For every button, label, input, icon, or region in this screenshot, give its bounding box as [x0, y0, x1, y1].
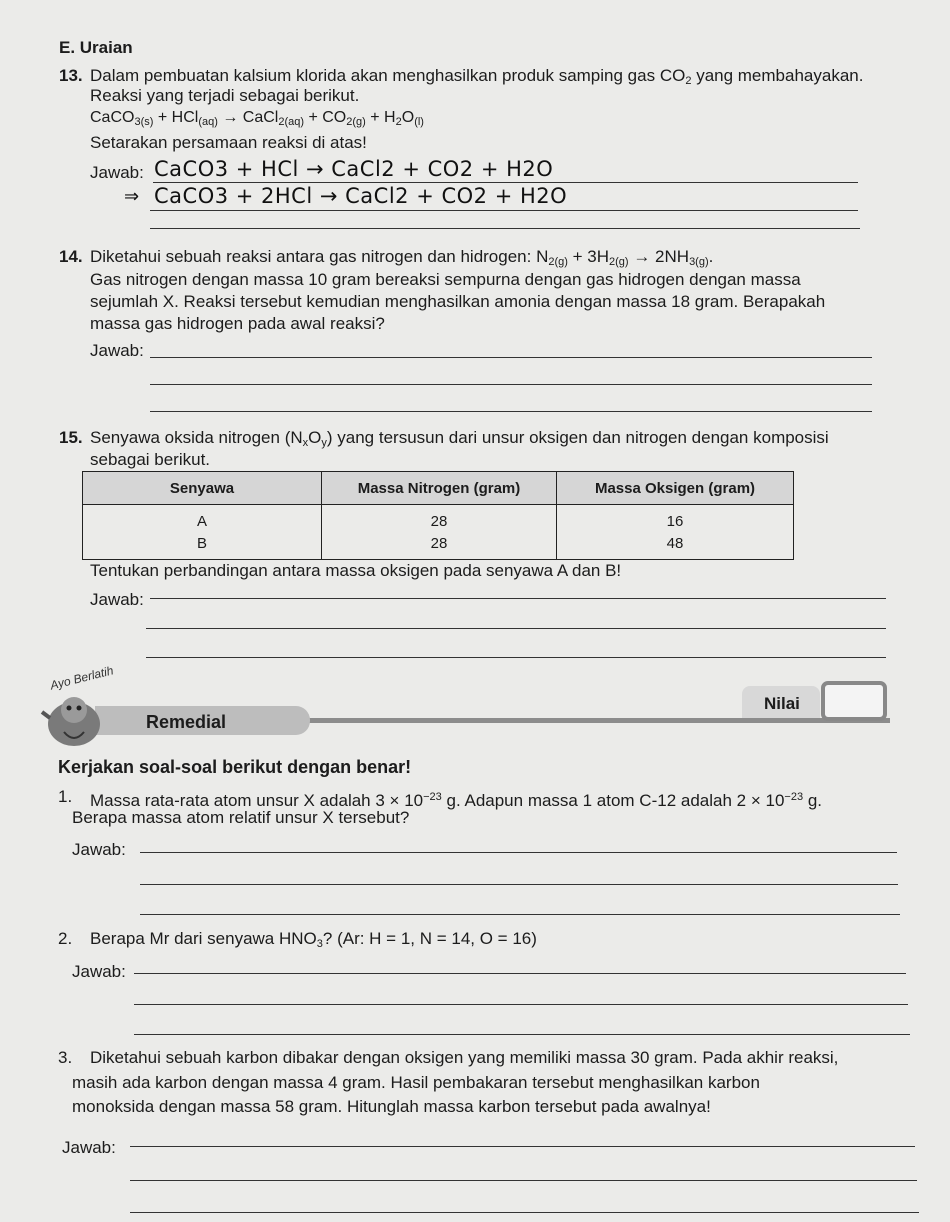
r2-text: Berapa Mr dari senyawa $HNO_3$? (Ar: H = 1, N = 14, O = 16)	[90, 929, 537, 950]
r2-number: 2.	[58, 929, 73, 948]
table-row	[83, 505, 794, 533]
table-header-row	[83, 472, 794, 505]
q13-instruction: Setarakan persamaan reaksi di atas!	[90, 133, 367, 152]
q13-jawab-label: Jawab:	[90, 163, 144, 182]
remedial-title: Remedial	[146, 712, 227, 732]
q13-equation: CaCO$_{3(s)}$ + HCl$_{(aq)}$ → CaCl$_{2(aq)}$ + $CO_{2(g)} + H_2O_{(l)}$	[90, 109, 424, 128]
r1-text-line2: Berapa massa atom relatif unsur X tersebut?	[72, 808, 410, 827]
r1-text-line1: Massa rata-rata atom unsur X adalah $3 \times 10^{-23}$ g. Adapun massa 1 atom C-12 adalah $2 \times 10^{-23}$ g.	[90, 791, 822, 810]
r3-text-line2: masih ada karbon dengan massa 4 gram. Hasil pembakaran tersebut menghasilkan karbon	[72, 1073, 760, 1092]
q14-text-line3: sejumlah X. Reaksi tersebut kemudian menghasilkan amonia dengan massa 18 gram. Berapakah	[90, 292, 826, 311]
table-header-cell: Senyawa	[83, 472, 322, 505]
q15-answer-line-3[interactable]	[146, 657, 886, 658]
q14-text-line2: Gas nitrogen dengan massa 10 gram bereaksi sempurna dengan gas hidrogen dengan massa	[90, 270, 801, 289]
r3-answer-line-3[interactable]	[130, 1212, 919, 1213]
q14-jawab-label: Jawab:	[90, 341, 144, 360]
r2-jawab-label: Jawab:	[72, 962, 126, 981]
r3-jawab-label: Jawab:	[62, 1138, 116, 1157]
q14-text-line4: massa gas hidrogen pada awal reaksi?	[90, 314, 385, 333]
r1-answer-line-2[interactable]	[140, 884, 898, 885]
r3-answer-line-2[interactable]	[130, 1180, 917, 1181]
r2-answer-line-1[interactable]	[134, 973, 906, 974]
q13-answer-line-1[interactable]	[153, 182, 858, 183]
q15-jawab-label: Jawab:	[90, 590, 144, 609]
q14-answer-line-1[interactable]	[150, 357, 872, 358]
r2-answer-line-3[interactable]	[134, 1034, 910, 1035]
table-cell: A	[83, 505, 322, 533]
r1-number: 1.	[58, 787, 73, 806]
q15-question: Tentukan perbandingan antara massa oksigen pada senyawa A dan B!	[90, 561, 622, 580]
table-cell: 16	[557, 505, 794, 533]
q14-answer-line-3[interactable]	[150, 411, 872, 412]
nilai-score-box[interactable]	[821, 681, 887, 721]
q13-handwritten-answer-1: CaCO3 + HCl → CaCl2 + CO2 + H2O	[154, 157, 554, 181]
r2-answer-line-2[interactable]	[134, 1004, 908, 1005]
remedial-instruction: Kerjakan soal-soal berikut dengan benar!	[58, 757, 412, 777]
mascot-caption: Ayo Berlatih	[48, 663, 115, 693]
r1-answer-line-1[interactable]	[140, 852, 897, 853]
q15-answer-line-1[interactable]	[150, 598, 886, 599]
nilai-label: Nilai	[764, 694, 800, 713]
table-header-cell: Massa Nitrogen (gram)	[322, 472, 557, 505]
table-header-cell: Massa Oksigen (gram)	[557, 472, 794, 505]
table-cell: B	[83, 532, 322, 560]
q15-text-line1: Senyawa oksida nitrogen $(N_xO_y)$ yang tersusun dari unsur oksigen dan nitrogen dengan komposisi	[90, 428, 829, 449]
r3-text-line1: Diketahui sebuah karbon dibakar dengan oksigen yang memiliki massa 30 gram. Pada akhir reaksi,	[90, 1048, 839, 1067]
q14-number: 14.	[59, 247, 83, 266]
composition-table	[82, 471, 794, 560]
table-row	[83, 532, 794, 560]
q13-handwritten-arrow: ⇒	[124, 186, 140, 207]
q13-answer-line-3[interactable]	[150, 228, 860, 229]
q14-text-line1: Diketahui sebuah reaksi antara gas nitrogen dan hidrogen: $N_{2(g)} + 3H_{2(g)} \to 2NH_{3(g)}$.	[90, 247, 714, 268]
q15-answer-line-2[interactable]	[146, 628, 886, 629]
table-cell: 28	[322, 532, 557, 560]
q14-answer-line-2[interactable]	[150, 384, 872, 385]
r3-number: 3.	[58, 1048, 73, 1067]
q13-text-line2: Reaksi yang terjadi sebagai berikut.	[90, 86, 360, 105]
r1-jawab-label: Jawab:	[72, 840, 126, 859]
q13-text-line1: Dalam pembuatan kalsium klorida akan menghasilkan produk samping gas $CO_2$ yang membahayakan.	[90, 66, 864, 87]
q13-number: 13.	[59, 66, 83, 85]
table-cell: 28	[322, 505, 557, 533]
r3-text-line3: monoksida dengan massa 58 gram. Hitunglah massa karbon tersebut pada awalnya!	[72, 1097, 711, 1116]
q15-number: 15.	[59, 428, 83, 447]
q13-answer-line-2[interactable]	[150, 210, 858, 211]
q15-text-line2: sebagai berikut.	[90, 450, 211, 469]
r3-answer-line-1[interactable]	[130, 1146, 915, 1147]
q13-handwritten-answer-2: CaCO3 + 2HCl → CaCl2 + CO2 + H2O	[154, 184, 568, 208]
section-title: E. Uraian	[59, 38, 133, 57]
table-cell: 48	[557, 532, 794, 560]
r1-answer-line-3[interactable]	[140, 914, 900, 915]
